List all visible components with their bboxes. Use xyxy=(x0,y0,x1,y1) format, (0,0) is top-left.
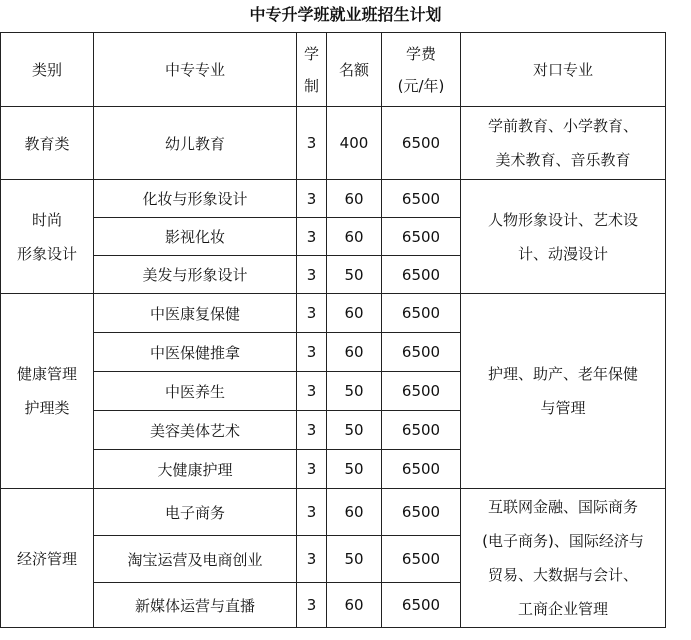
header-row xyxy=(1,33,666,107)
major-cell: 中医保健推拿 xyxy=(94,333,297,372)
fee-cell: 6500 xyxy=(382,218,461,256)
quota-cell: 60 xyxy=(327,218,382,256)
header-years-line2: 制 xyxy=(303,76,319,95)
years-cell: 3 xyxy=(297,107,327,180)
quota-cell: 50 xyxy=(327,372,382,411)
quota-cell: 60 xyxy=(327,180,382,218)
table-row xyxy=(1,107,666,180)
counterpart-line: 与管理 xyxy=(540,399,586,417)
years-cell: 3 xyxy=(297,218,327,256)
counterpart-line: 互联网金融、国际商务 xyxy=(487,498,638,516)
counterpart-line: 计、动漫设计 xyxy=(517,244,608,263)
fee-cell: 6500 xyxy=(382,294,461,333)
fee-cell: 6500 xyxy=(382,333,461,372)
fee-cell: 6500 xyxy=(382,372,461,411)
category-line: 时尚 xyxy=(31,210,62,229)
quota-cell: 50 xyxy=(327,411,382,450)
header-quota: 名额 xyxy=(327,33,382,107)
counterpart-line: (电子商务)、国际经济与 xyxy=(482,532,644,550)
years-cell: 3 xyxy=(297,333,327,372)
quota-cell: 50 xyxy=(327,256,382,294)
years-cell: 3 xyxy=(297,256,327,294)
table-row xyxy=(1,489,666,536)
table-row xyxy=(1,180,666,218)
category-line: 形象设计 xyxy=(16,244,77,263)
counterpart-cell xyxy=(461,489,666,628)
years-cell: 3 xyxy=(297,536,327,583)
quota-cell: 60 xyxy=(327,583,382,628)
counterpart-cell xyxy=(461,107,666,180)
major-cell: 化妆与形象设计 xyxy=(94,180,297,218)
major-cell: 新媒体运营与直播 xyxy=(94,583,297,628)
header-fee-line2: (元/年) xyxy=(397,76,445,95)
header-years-line1: 学 xyxy=(303,44,319,63)
page-title: 中专升学班就业班招生计划 xyxy=(249,5,442,24)
counterpart-line: 贸易、大数据与会计、 xyxy=(487,566,638,584)
quota-cell: 50 xyxy=(327,536,382,583)
fee-cell: 6500 xyxy=(382,107,461,180)
quota-cell: 50 xyxy=(327,450,382,489)
counterpart-line: 人物形象设计、艺术设 xyxy=(487,210,638,229)
major-cell: 影视化妆 xyxy=(94,218,297,256)
table-row xyxy=(1,294,666,333)
category-cell: 经济管理 xyxy=(1,489,94,628)
quota-cell: 60 xyxy=(327,333,382,372)
years-cell: 3 xyxy=(297,489,327,536)
years-cell: 3 xyxy=(297,583,327,628)
fee-cell: 6500 xyxy=(382,450,461,489)
major-cell: 中医康复保健 xyxy=(94,294,297,333)
years-cell: 3 xyxy=(297,294,327,333)
header-counterpart: 对口专业 xyxy=(461,33,666,107)
quota-cell: 60 xyxy=(327,489,382,536)
major-cell: 淘宝运营及电商创业 xyxy=(94,536,297,583)
category-cell: 教育类 xyxy=(1,107,94,180)
counterpart-line: 学前教育、小学教育、 xyxy=(487,117,638,135)
major-cell: 中医养生 xyxy=(94,372,297,411)
quota-cell: 60 xyxy=(327,294,382,333)
counterpart-line: 护理、助产、老年保健 xyxy=(487,365,638,383)
major-cell: 电子商务 xyxy=(94,489,297,536)
major-cell: 美容美体艺术 xyxy=(94,411,297,450)
years-cell: 3 xyxy=(297,180,327,218)
header-fee-line1: 学费 xyxy=(405,44,436,63)
fee-cell: 6500 xyxy=(382,583,461,628)
fee-cell: 6500 xyxy=(382,489,461,536)
enrollment-plan-table xyxy=(0,32,666,628)
fee-cell: 6500 xyxy=(382,180,461,218)
years-cell: 3 xyxy=(297,372,327,411)
years-cell: 3 xyxy=(297,411,327,450)
major-cell: 大健康护理 xyxy=(94,450,297,489)
quota-cell: 400 xyxy=(327,107,382,180)
category-line: 健康管理 xyxy=(16,365,77,383)
years-cell: 3 xyxy=(297,450,327,489)
major-cell: 幼儿教育 xyxy=(94,107,297,180)
counterpart-line: 工商企业管理 xyxy=(517,600,608,618)
header-fee xyxy=(382,33,461,107)
header-category: 类别 xyxy=(1,33,94,107)
category-cell xyxy=(1,294,94,489)
header-major: 中专专业 xyxy=(94,33,297,107)
category-cell xyxy=(1,180,94,294)
major-cell: 美发与形象设计 xyxy=(94,256,297,294)
category-line: 护理类 xyxy=(24,399,70,417)
fee-cell: 6500 xyxy=(382,256,461,294)
counterpart-cell xyxy=(461,180,666,294)
fee-cell: 6500 xyxy=(382,411,461,450)
fee-cell: 6500 xyxy=(382,536,461,583)
counterpart-cell xyxy=(461,294,666,489)
counterpart-line: 美术教育、音乐教育 xyxy=(495,151,631,169)
header-years xyxy=(297,33,327,107)
